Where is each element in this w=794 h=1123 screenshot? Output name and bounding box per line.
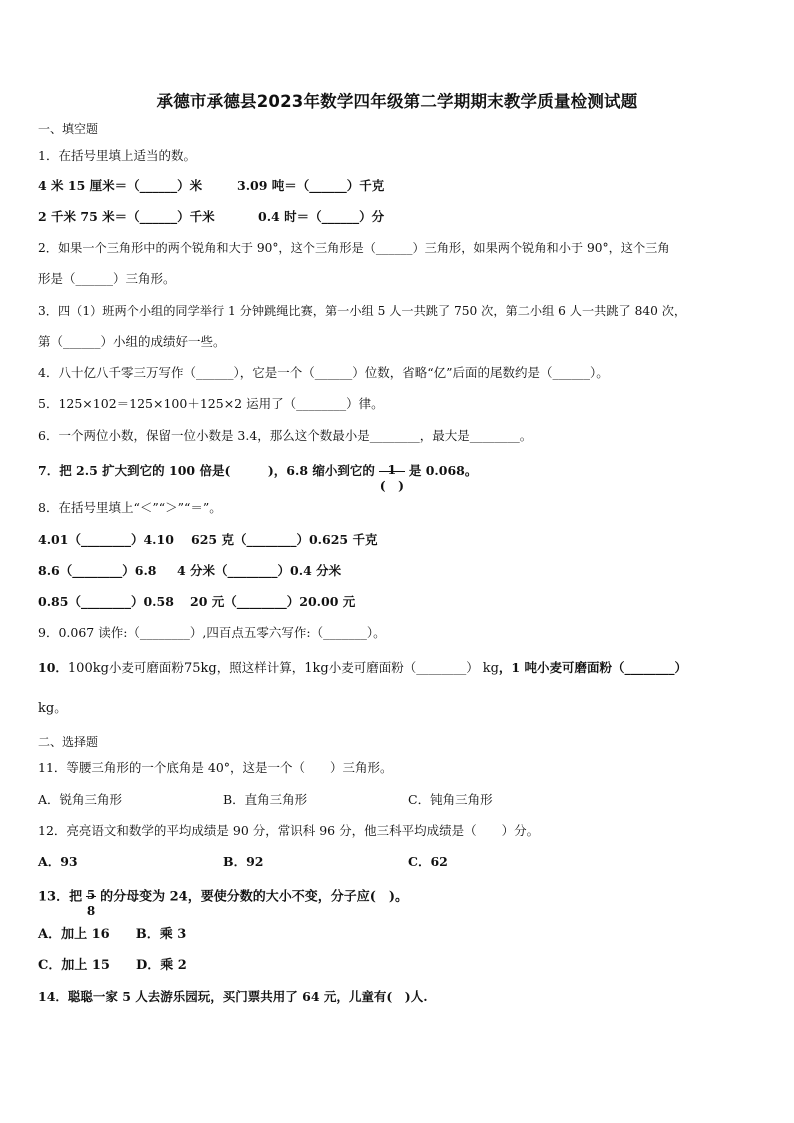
question-9: 9．0.067 读作:（________）,四百点五零六写作:（_______）。 (38, 625, 386, 640)
question-8-item-b: 625 克（________）0.625 千克 (191, 532, 378, 547)
question-6: 6．一个两位小数，保留一位小数是 3.4，那么这个数最小是________，最大是________。 (38, 428, 533, 443)
question-8-item-e: 0.85（________）0.58 (38, 594, 174, 609)
question-8-item-f: 20 元（________）20.00 元 (190, 594, 356, 609)
math-kg-unit-2: kg (38, 701, 55, 716)
question-10-line-2 (38, 700, 67, 717)
question-13-options-ab: A．加上 16 B．乘 3 (38, 927, 187, 942)
section-heading-choice: 二、选择题 (38, 735, 99, 749)
question-2-line-1: 2．如果一个三角形中的两个锐角和大于 90°，这个三角形是（______）三角形，如果两个锐角和小于 90°，这个三角 (38, 241, 670, 255)
fraction-denominator: 8 (86, 904, 96, 918)
math-75kg: 75kg (183, 661, 217, 676)
question-1-item-a: 4 米 15 厘米＝（______）米 (38, 178, 203, 193)
question-11-option-c: C．钝角三角形 (408, 792, 493, 807)
question-5: 5．125×102＝125×100＋125×2 运用了（________）律。 (38, 396, 384, 411)
page-title: 承德市承德县2023年数学四年级第二学期期末教学质量检测试题 (156, 92, 638, 111)
question-10-text-1: 小麦可磨面粉 (108, 660, 184, 675)
fraction-denominator: ( ) (379, 477, 405, 493)
question-10-line-1 (38, 660, 687, 677)
question-11-option-b: B．直角三角形 (223, 792, 308, 807)
math-1kg: 1kg (304, 661, 329, 676)
fraction-numerator: 5 (86, 888, 96, 902)
question-14-stem: 14．聪聪一家 5 人去游乐园玩，买门票共用了 64 元，儿童有( )人. (38, 989, 428, 1004)
fraction-one-over-blank (377, 457, 407, 493)
question-11-option-a: A．锐角三角形 (38, 792, 123, 807)
question-7-text-b: 是 0.068。 (408, 463, 478, 478)
math-kg-unit: kg (482, 661, 499, 676)
question-13-text-b: 的分母变为 24，要使分数的大小不变，分子应( )。 (100, 889, 409, 905)
question-1-item-c: 2 千米 75 米＝（______）千米 (38, 209, 215, 224)
question-10-text-5: 。 (54, 700, 67, 715)
question-8-stem: 8．在括号里填上“＜”“＞”“＝”。 (38, 500, 222, 515)
question-4: 4．八十亿八千零三万写作（______），它是一个（______）位数，省略“亿”后面的尾数约是（______）。 (38, 365, 609, 380)
question-12-option-b: B．92 (223, 854, 264, 869)
question-13-text-a: 13．把 (38, 889, 83, 905)
math-100kg: 100kg (67, 661, 109, 676)
question-10-number: 10． (38, 660, 68, 675)
section-heading-fill-blank: 一、填空题 (38, 122, 99, 136)
question-7 (38, 456, 478, 493)
question-10-text-2: ，照这样计算， (216, 660, 305, 675)
question-12-option-a: A．93 (38, 854, 78, 869)
question-1-item-d: 0.4 时＝（______）分 (258, 209, 385, 224)
question-8-item-c: 8.6（________）6.8 (38, 563, 157, 578)
question-10-text-3: 小麦可磨面粉（________） (328, 660, 479, 675)
question-1-stem: 1．在括号里填上适当的数。 (38, 148, 196, 163)
question-13-options-cd: C．加上 15 D．乘 2 (38, 958, 187, 973)
fraction-five-eighths (84, 882, 98, 918)
question-12-option-c: C．62 (408, 854, 448, 869)
question-10-text-4: ，1 吨小麦可磨面粉（________） (498, 660, 687, 675)
question-8-item-d: 4 分米（________）0.4 分米 (177, 563, 342, 578)
question-8-item-a: 4.01（________）4.10 (38, 532, 174, 547)
question-1-item-b: 3.09 吨＝（______）千克 (237, 178, 385, 193)
question-3-line-1: 3．四（1）班两个小组的同学举行 1 分钟跳绳比赛，第一小组 5 人一共跳了 750 次，第二小组 6 人一共跳了 840 次， (38, 304, 687, 318)
fraction-numerator: 1 (387, 461, 397, 477)
question-11-stem: 11．等腰三角形的一个底角是 40°，这是一个（ ）三角形。 (38, 760, 393, 775)
question-13-stem (38, 882, 409, 918)
question-7-text-a: 7．把 2.5 扩大到它的 100 倍是( )，6.8 缩小到它的 (38, 463, 375, 478)
question-12-stem: 12．亮亮语文和数学的平均成绩是 90 分，常识科 96 分，他三科平均成绩是（ ）分。 (38, 823, 540, 838)
question-3-line-2: 第（______）小组的成绩好一些。 (38, 334, 226, 349)
question-2-line-2: 形是（______）三角形。 (38, 271, 176, 286)
